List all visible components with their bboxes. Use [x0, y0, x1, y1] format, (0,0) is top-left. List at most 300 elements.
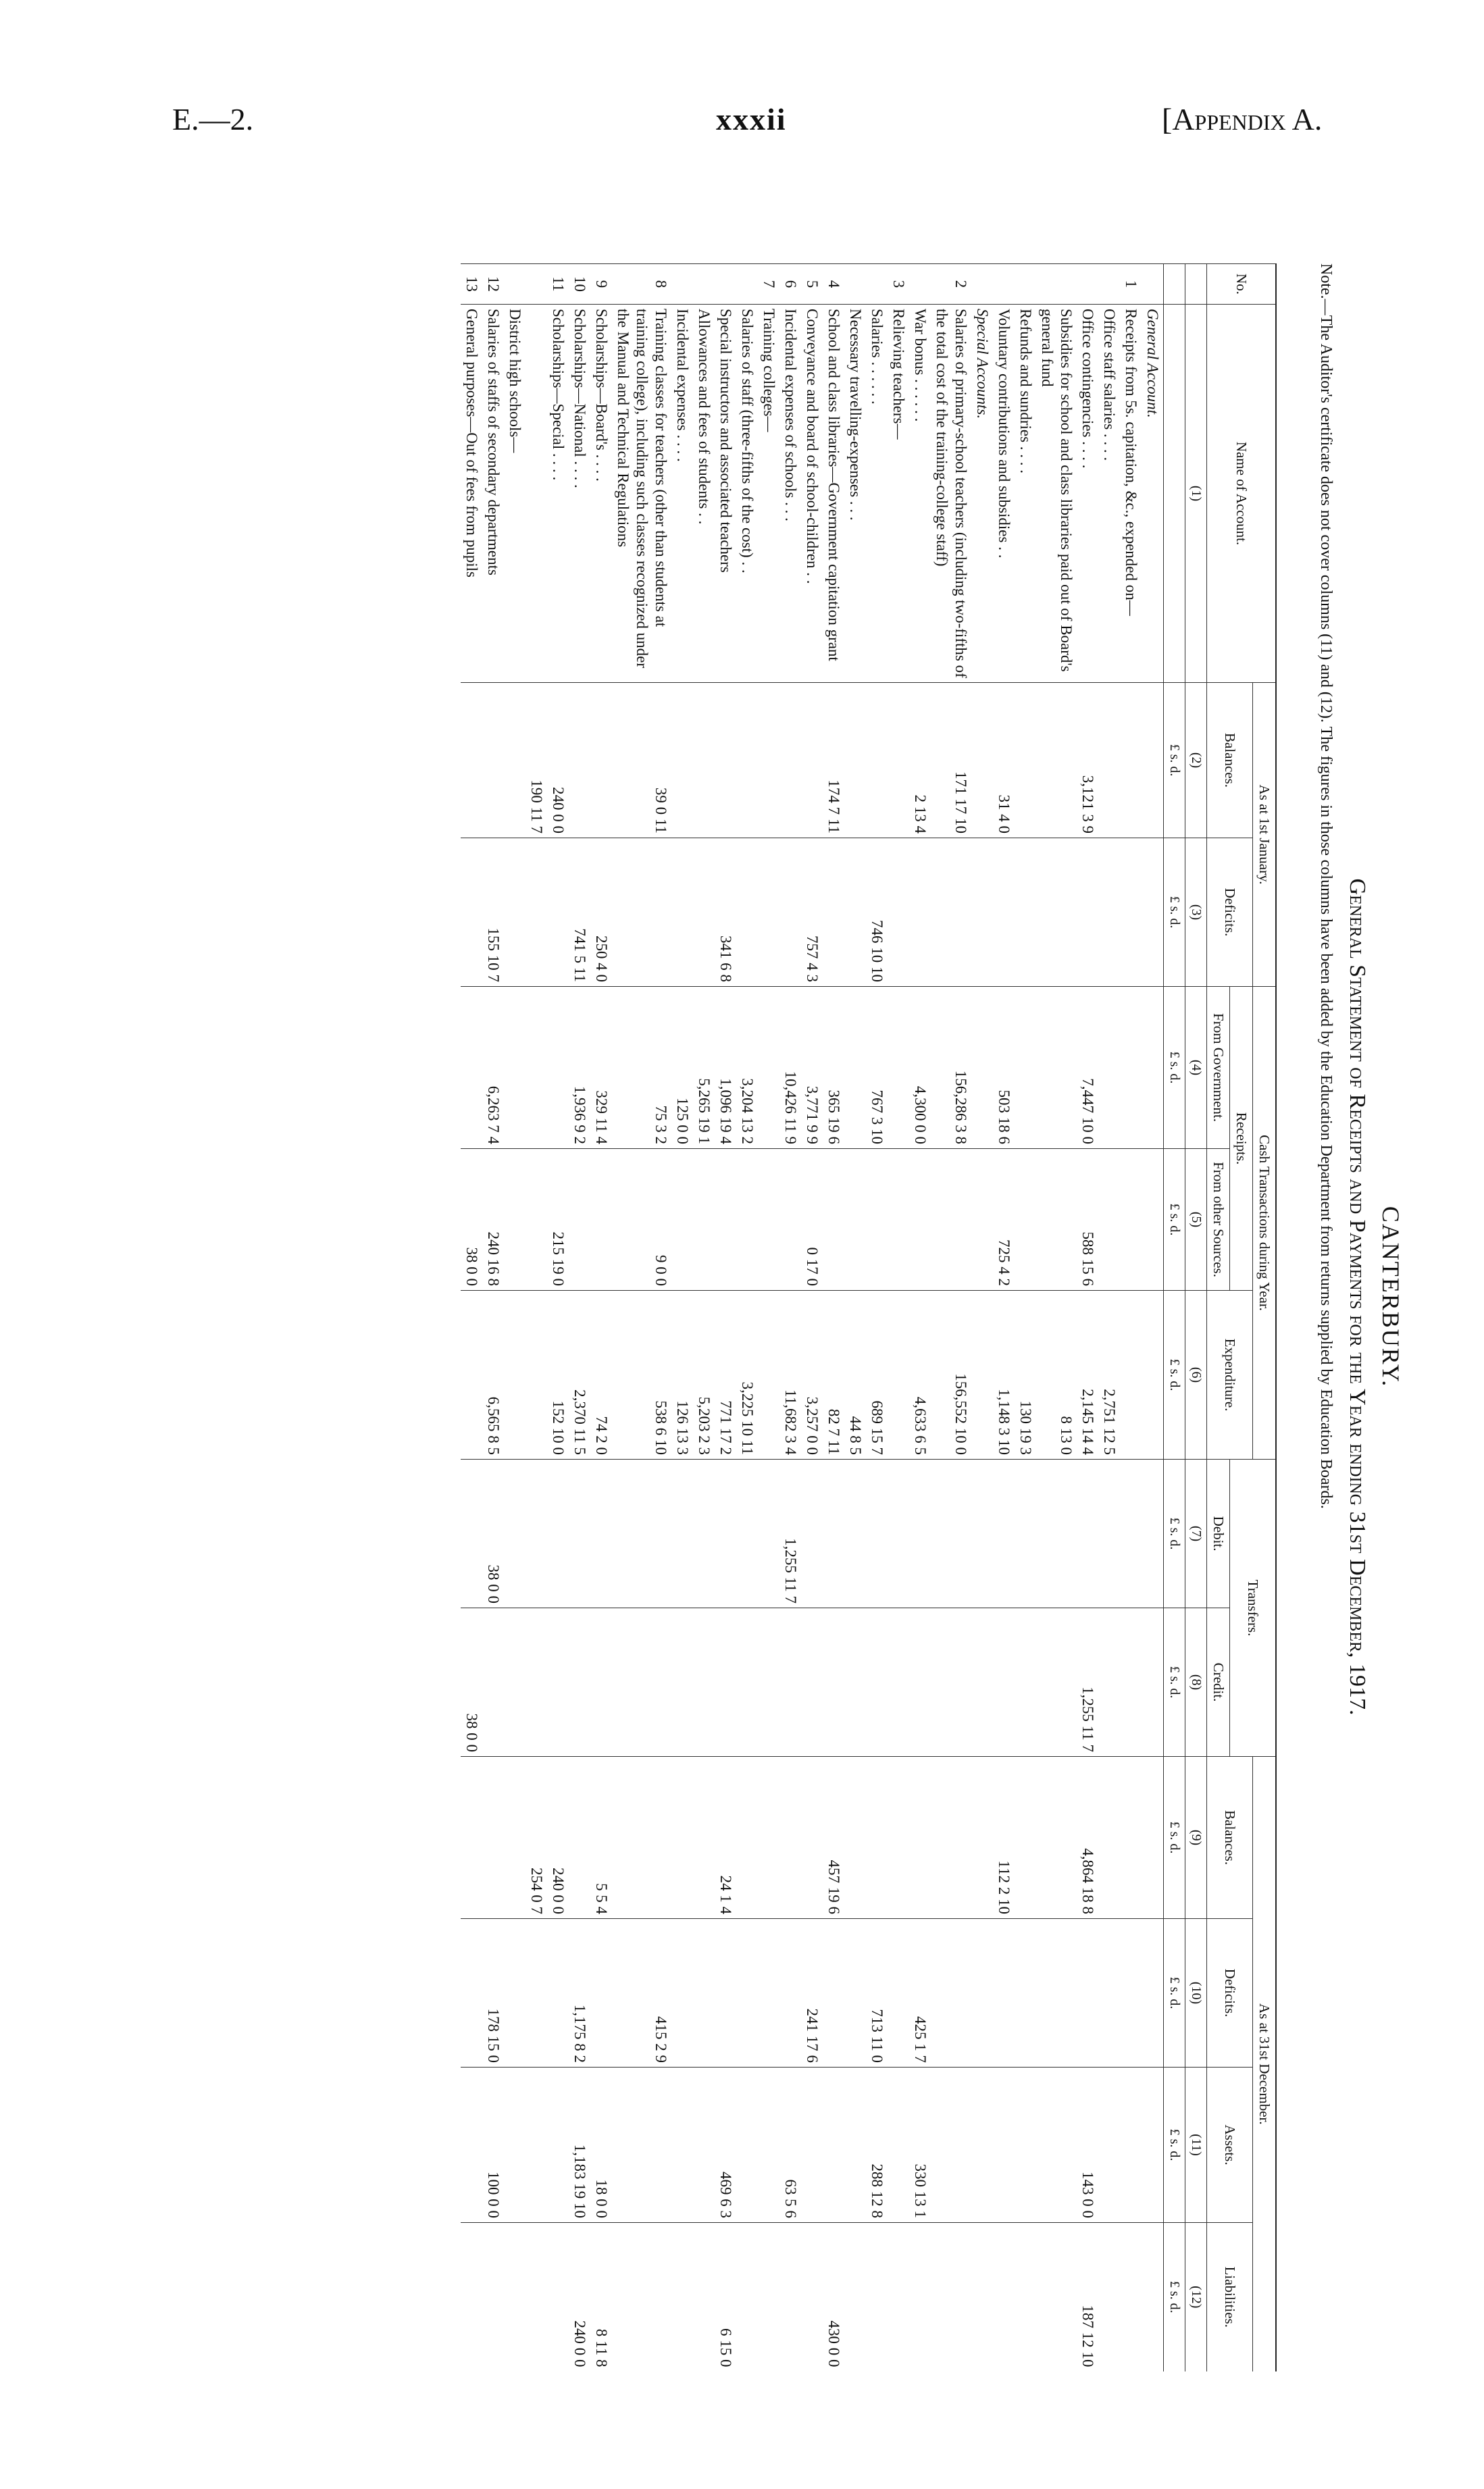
unit-label: £ s. d. — [1164, 838, 1185, 987]
amount-cell — [1098, 1149, 1120, 1291]
amount-cell — [482, 683, 504, 838]
amount-cell: 178 15 0 — [482, 1919, 504, 2068]
amount-cell: 771 17 2 — [715, 1291, 736, 1460]
unit-label: £ s. d. — [1164, 1919, 1185, 2068]
amount-cell — [547, 2223, 569, 2371]
amount-cell — [823, 1608, 844, 1757]
amount-cell: 329 11 4 — [590, 987, 612, 1149]
amount-cell — [758, 1757, 779, 1919]
amount-cell — [823, 1149, 844, 1291]
amount-cell — [866, 683, 888, 838]
amount-cell — [504, 2223, 526, 2371]
amount-cell — [1142, 2223, 1164, 2371]
column-number-row — [1185, 264, 1207, 2371]
column-number-8: (8) — [1185, 1608, 1207, 1757]
amount-cell — [993, 838, 1015, 987]
amount-cell — [715, 1608, 736, 1757]
amount-cell — [715, 683, 736, 838]
amount-cell — [1120, 1291, 1142, 1460]
amount-cell — [736, 683, 758, 838]
amount-cell: 713 11 0 — [866, 1919, 888, 2068]
amount-cell — [1036, 1608, 1077, 1757]
amount-cell — [547, 987, 569, 1149]
amount-cell — [801, 1460, 823, 1608]
amount-cell — [693, 2223, 715, 2371]
amount-cell — [671, 2068, 693, 2223]
amount-cell — [1142, 683, 1164, 838]
amount-cell: 6 15 0 — [715, 2223, 736, 2371]
amount-cell — [736, 1149, 758, 1291]
amount-cell — [971, 2223, 993, 2371]
account-name: School and class libraries—Government capitation grant — [823, 305, 844, 683]
amount-cell: 538 6 10 — [612, 1291, 671, 1460]
amount-cell — [1015, 1919, 1036, 2068]
amount-cell — [482, 1757, 504, 1919]
amount-cell — [888, 1919, 909, 2068]
table-row — [482, 264, 504, 2371]
page-header — [0, 101, 1484, 149]
amount-cell — [844, 1919, 866, 2068]
amount-cell — [1098, 1919, 1120, 2068]
amount-cell — [801, 2068, 823, 2223]
amount-cell — [1120, 838, 1142, 987]
table-row — [569, 264, 590, 2371]
amount-cell: 241 17 6 — [801, 1919, 823, 2068]
amount-cell — [504, 1919, 526, 2068]
amount-cell — [1142, 1919, 1164, 2068]
amount-cell — [909, 1757, 931, 1919]
row-number: 1 — [1120, 264, 1142, 305]
amount-cell — [888, 1608, 909, 1757]
amount-cell — [612, 2223, 671, 2371]
amount-cell — [504, 1149, 526, 1291]
amount-cell — [866, 1757, 888, 1919]
amount-cell: 430 0 0 — [823, 2223, 844, 2371]
amount-cell: 174 7 11 — [823, 683, 844, 838]
amount-cell — [1120, 2068, 1142, 2223]
rotated-statement — [250, 182, 1432, 2411]
account-name: War bonus . . . . . . — [909, 305, 931, 683]
amount-cell — [1142, 2068, 1164, 2223]
amount-cell: 240 0 0 — [547, 683, 569, 838]
amount-cell — [758, 1291, 779, 1460]
header-credit: Credit. — [1207, 1608, 1230, 1757]
amount-cell — [993, 2068, 1015, 2223]
column-number-6: (6) — [1185, 1291, 1207, 1460]
amount-cell: 250 4 0 — [590, 838, 612, 987]
amount-cell — [590, 1919, 612, 2068]
header-dec: As at 31st December. — [1253, 1757, 1277, 2371]
amount-cell: 288 12 8 — [866, 2068, 888, 2223]
row-number: 5 — [801, 264, 823, 305]
amount-cell: 503 18 6 — [993, 987, 1015, 1149]
row-number — [1077, 264, 1098, 305]
amount-cell: 3,771 9 9 — [801, 987, 823, 1149]
amount-cell — [526, 1460, 547, 1608]
amount-cell — [779, 2223, 801, 2371]
amount-cell — [931, 1919, 971, 2068]
amount-cell — [526, 2068, 547, 2223]
account-name: Conveyance and board of school-children . . — [801, 305, 823, 683]
account-name: Scholarships—Board's . . . . — [590, 305, 612, 683]
amount-cell — [590, 1608, 612, 1757]
table-row — [931, 264, 971, 2371]
table-row — [1077, 264, 1098, 2371]
column-number-3: (3) — [1185, 838, 1207, 987]
amount-cell — [823, 1919, 844, 2068]
amount-cell: 18 0 0 — [590, 2068, 612, 2223]
table-row — [1120, 264, 1142, 2371]
amount-cell: 39 0 11 — [612, 683, 671, 838]
column-number-11: (11) — [1185, 2068, 1207, 2223]
amount-cell: 63 5 6 — [779, 2068, 801, 2223]
amount-cell — [801, 1757, 823, 1919]
amount-cell: 425 1 7 — [909, 1919, 931, 2068]
column-number-2: (2) — [1185, 683, 1207, 838]
account-name: Special Accounts. — [971, 305, 993, 683]
amount-cell: 240 16 8 — [482, 1149, 504, 1291]
amount-cell — [1120, 1460, 1142, 1608]
amount-cell: 215 19 0 — [547, 1149, 569, 1291]
amount-cell — [504, 1291, 526, 1460]
table-row — [909, 264, 931, 2371]
title-block — [1316, 182, 1432, 2411]
header-from-gov: From Government. — [1207, 987, 1230, 1149]
amount-cell — [526, 838, 547, 987]
amount-cell — [866, 1608, 888, 1757]
header-from-other: From other Sources. — [1207, 1149, 1230, 1291]
amount-cell — [671, 2223, 693, 2371]
amount-cell — [931, 1149, 971, 1291]
row-number — [526, 264, 547, 305]
amount-cell — [971, 1149, 993, 1291]
amount-cell — [1015, 838, 1036, 987]
amount-cell — [993, 1608, 1015, 1757]
amount-cell — [504, 987, 526, 1149]
amount-cell — [482, 2223, 504, 2371]
amount-cell — [504, 683, 526, 838]
amount-cell: 4,864 18 8 — [1077, 1757, 1098, 1919]
account-name: Training colleges— — [758, 305, 779, 683]
amount-cell: 125 0 0 — [671, 987, 693, 1149]
row-number — [866, 264, 888, 305]
header-jan: As at 1st January. — [1253, 683, 1277, 987]
amount-cell — [671, 683, 693, 838]
amount-cell — [461, 2068, 482, 2223]
column-number-9: (9) — [1185, 1757, 1207, 1919]
amount-cell — [1015, 2223, 1036, 2371]
amount-cell — [693, 1149, 715, 1291]
amount-cell — [1142, 1460, 1164, 1608]
table-row — [971, 264, 993, 2371]
row-number — [971, 264, 993, 305]
row-number: 8 — [612, 264, 671, 305]
amount-cell — [909, 1460, 931, 1608]
amount-cell — [801, 2223, 823, 2371]
amount-cell — [888, 987, 909, 1149]
amount-cell — [671, 1149, 693, 1291]
amount-cell — [736, 2068, 758, 2223]
amount-cell — [909, 2223, 931, 2371]
amount-cell: 24 1 4 — [715, 1757, 736, 1919]
amount-cell — [736, 1460, 758, 1608]
amount-cell: 2 13 4 — [909, 683, 931, 838]
amount-cell — [547, 1460, 569, 1608]
amount-cell: 187 12 10 — [1077, 2223, 1098, 2371]
page-number: xxxii — [716, 102, 787, 136]
amount-cell: 330 13 1 — [909, 2068, 931, 2223]
amount-cell — [504, 1757, 526, 1919]
amount-cell: 1,096 19 4 — [715, 987, 736, 1149]
amount-cell: 0 17 0 — [801, 1149, 823, 1291]
amount-cell — [1120, 1919, 1142, 2068]
amount-cell: 415 2 9 — [612, 1919, 671, 2068]
header-cash: Cash Transactions during Year. — [1253, 987, 1277, 1460]
amount-cell: 100 0 0 — [482, 2068, 504, 2223]
amount-cell — [844, 1149, 866, 1291]
amount-cell — [461, 987, 482, 1149]
amount-cell — [888, 1149, 909, 1291]
amount-cell — [931, 1608, 971, 1757]
account-name: Special instructors and associated teachers — [715, 305, 736, 683]
amount-cell — [671, 1919, 693, 2068]
table-row — [736, 264, 758, 2371]
amount-cell: 457 19 6 — [823, 1757, 844, 1919]
table-row — [547, 264, 569, 2371]
amount-cell — [844, 2068, 866, 2223]
amount-cell — [971, 1757, 993, 1919]
amount-cell — [482, 1608, 504, 1757]
amount-cell — [693, 1460, 715, 1608]
amount-cell — [1098, 987, 1120, 1149]
amount-cell — [1015, 1149, 1036, 1291]
amount-cell: 1,183 19 10 — [569, 2068, 590, 2223]
amount-cell — [779, 1149, 801, 1291]
amount-cell — [1036, 1460, 1077, 1608]
amount-cell — [1142, 1608, 1164, 1757]
row-number: 13 — [461, 264, 482, 305]
amount-cell: 1,255 11 7 — [1077, 1608, 1098, 1757]
amount-cell: 341 6 8 — [715, 838, 736, 987]
amount-cell — [590, 683, 612, 838]
amount-cell — [715, 1149, 736, 1291]
amount-cell — [461, 1757, 482, 1919]
amount-cell — [779, 683, 801, 838]
auditor-note: Note.—The Auditor's certificate does not cover columns (11) and (12). The figures in those columns have been added by the Education Department from returns supplied by Education Boards. — [1317, 263, 1335, 1509]
amount-cell — [461, 1291, 482, 1460]
unit-label: £ s. d. — [1164, 2223, 1185, 2371]
amount-cell — [612, 2068, 671, 2223]
amount-cell — [993, 2223, 1015, 2371]
amount-cell — [569, 1757, 590, 1919]
header-deficits-jan: Deficits. — [1207, 838, 1253, 987]
amount-cell: 254 0 7 — [526, 1757, 547, 1919]
amount-cell: 365 19 6 — [823, 987, 844, 1149]
amount-cell: 190 11 7 — [526, 683, 547, 838]
amount-cell — [693, 1757, 715, 1919]
unit-label: £ s. d. — [1164, 1608, 1185, 1757]
amount-cell — [844, 2223, 866, 2371]
table-row — [715, 264, 736, 2371]
amount-cell — [779, 838, 801, 987]
table-row — [801, 264, 823, 2371]
amount-cell — [1036, 683, 1077, 838]
amount-cell: 75 3 2 — [612, 987, 671, 1149]
amount-cell — [612, 1757, 671, 1919]
amount-cell — [758, 838, 779, 987]
amount-cell: 8 13 0 — [1036, 1291, 1077, 1460]
amount-cell — [461, 838, 482, 987]
amount-cell — [1098, 1608, 1120, 1757]
amount-cell: 130 19 3 — [1015, 1291, 1036, 1460]
row-number — [844, 264, 866, 305]
amount-cell — [671, 1757, 693, 1919]
amount-cell: 171 17 10 — [931, 683, 971, 838]
table-row — [844, 264, 866, 2371]
amount-cell — [888, 1460, 909, 1608]
amount-cell — [736, 1608, 758, 1757]
account-name: District high schools— — [504, 305, 526, 683]
amount-cell — [909, 1608, 931, 1757]
amount-cell — [779, 1608, 801, 1757]
amount-cell — [758, 1149, 779, 1291]
amount-cell — [888, 2068, 909, 2223]
account-name: Refunds and sundries . . . . — [1015, 305, 1036, 683]
account-name: Necessary travelling-expenses . . . — [844, 305, 866, 683]
amount-cell: 155 10 7 — [482, 838, 504, 987]
amount-cell — [1142, 1149, 1164, 1291]
amount-cell — [1036, 1757, 1077, 1919]
amount-cell: 5,265 19 1 — [693, 987, 715, 1149]
account-name: Allowances and fees of students . . — [693, 305, 715, 683]
amount-cell — [1120, 683, 1142, 838]
amount-cell: 143 0 0 — [1077, 2068, 1098, 2223]
account-name: Training classes for teachers (other than students at training college), including such classes recognized under the Manual and Technical Regulations — [612, 305, 671, 683]
amount-cell: 1,255 11 7 — [779, 1460, 801, 1608]
amount-cell — [888, 683, 909, 838]
amount-cell — [1142, 987, 1164, 1149]
amount-cell — [801, 683, 823, 838]
account-name: Salaries of staffs of secondary departments — [482, 305, 504, 683]
amount-cell: 10,426 11 9 — [779, 987, 801, 1149]
amount-cell — [844, 1460, 866, 1608]
amount-cell — [888, 2223, 909, 2371]
amount-cell — [671, 1608, 693, 1757]
amount-cell — [1015, 1460, 1036, 1608]
amount-cell — [971, 1460, 993, 1608]
amount-cell — [1120, 1608, 1142, 1757]
account-name: Salaries of staff (three-fifths of the cost) . . — [736, 305, 758, 683]
table-row — [504, 264, 526, 2371]
amount-cell: 767 3 10 — [866, 987, 888, 1149]
amount-cell — [590, 1149, 612, 1291]
amount-cell: 38 0 0 — [461, 1149, 482, 1291]
row-number: 12 — [482, 264, 504, 305]
amount-cell: 38 0 0 — [482, 1460, 504, 1608]
unit-blank — [1164, 305, 1185, 683]
amount-cell: 757 4 3 — [801, 838, 823, 987]
amount-cell: 74 2 0 — [590, 1291, 612, 1460]
amount-cell: 126 13 3 — [671, 1291, 693, 1460]
row-number: 3 — [888, 264, 909, 305]
amount-cell — [971, 1291, 993, 1460]
amount-cell — [1015, 2068, 1036, 2223]
account-name: Subsidies for school and class libraries paid out of Board's general fund — [1036, 305, 1077, 683]
row-number — [736, 264, 758, 305]
amount-cell — [612, 838, 671, 987]
column-number-12: (12) — [1185, 2223, 1207, 2371]
unit-label: £ s. d. — [1164, 1149, 1185, 1291]
amount-cell — [758, 2068, 779, 2223]
amount-cell: 5,203 2 3 — [693, 1291, 715, 1460]
amount-cell — [736, 1919, 758, 2068]
amount-cell — [612, 1608, 671, 1757]
amount-cell — [526, 987, 547, 1149]
account-name — [526, 305, 547, 683]
amount-cell — [461, 683, 482, 838]
amount-cell: 6,565 8 5 — [482, 1291, 504, 1460]
statement-title: General Statement of Receipts and Payments for the Year ending 31st December, 1917. — [1345, 878, 1370, 1716]
account-name: Receipts from 5s. capitation, &c., expended on— — [1120, 305, 1142, 683]
amount-cell — [888, 1757, 909, 1919]
amount-cell: 2,370 11 5 — [569, 1291, 590, 1460]
amount-cell — [758, 987, 779, 1149]
amount-cell — [971, 683, 993, 838]
column-number-5: (5) — [1185, 1149, 1207, 1291]
amount-cell: 3,121 3 9 — [1077, 683, 1098, 838]
header-balances-jan: Balances. — [1207, 683, 1253, 838]
header-receipts: Receipts. — [1230, 987, 1253, 1291]
amount-cell — [461, 1919, 482, 2068]
amount-cell — [1120, 987, 1142, 1149]
amount-cell — [866, 1149, 888, 1291]
amount-cell — [1120, 1149, 1142, 1291]
column-number-4: (4) — [1185, 987, 1207, 1149]
table-row — [526, 264, 547, 2371]
amount-cell: 588 15 6 — [1077, 1149, 1098, 1291]
amount-cell — [1098, 838, 1120, 987]
amount-cell — [693, 1919, 715, 2068]
header-no: No. — [1207, 264, 1277, 305]
amount-cell — [526, 1919, 547, 2068]
amount-cell: 741 5 11 — [569, 838, 590, 987]
amount-cell: 156,286 3 8 — [931, 987, 971, 1149]
amount-cell — [526, 1149, 547, 1291]
amount-cell: 4,300 0 0 — [909, 987, 931, 1149]
unit-label: £ s. d. — [1164, 2068, 1185, 2223]
table-row — [612, 264, 671, 2371]
amount-cell — [547, 2068, 569, 2223]
unit-label: £ s. d. — [1164, 1291, 1185, 1460]
amount-cell — [1098, 1757, 1120, 1919]
amount-cell: 725 4 2 — [993, 1149, 1015, 1291]
amount-cell — [866, 2223, 888, 2371]
amount-cell — [1120, 2223, 1142, 2371]
amount-cell — [1142, 1757, 1164, 1919]
amount-cell — [1120, 1757, 1142, 1919]
amount-cell — [590, 1460, 612, 1608]
table-row — [590, 264, 612, 2371]
amount-cell: 82 7 11 — [823, 1291, 844, 1460]
table-row — [993, 264, 1015, 2371]
amount-cell — [671, 1460, 693, 1608]
column-number-10: (10) — [1185, 1919, 1207, 2068]
amount-cell — [844, 1757, 866, 1919]
page-reference: E.—2. — [172, 102, 254, 136]
account-name: General Account. — [1142, 305, 1164, 683]
amount-cell — [504, 2068, 526, 2223]
column-number-1: (1) — [1185, 305, 1207, 683]
